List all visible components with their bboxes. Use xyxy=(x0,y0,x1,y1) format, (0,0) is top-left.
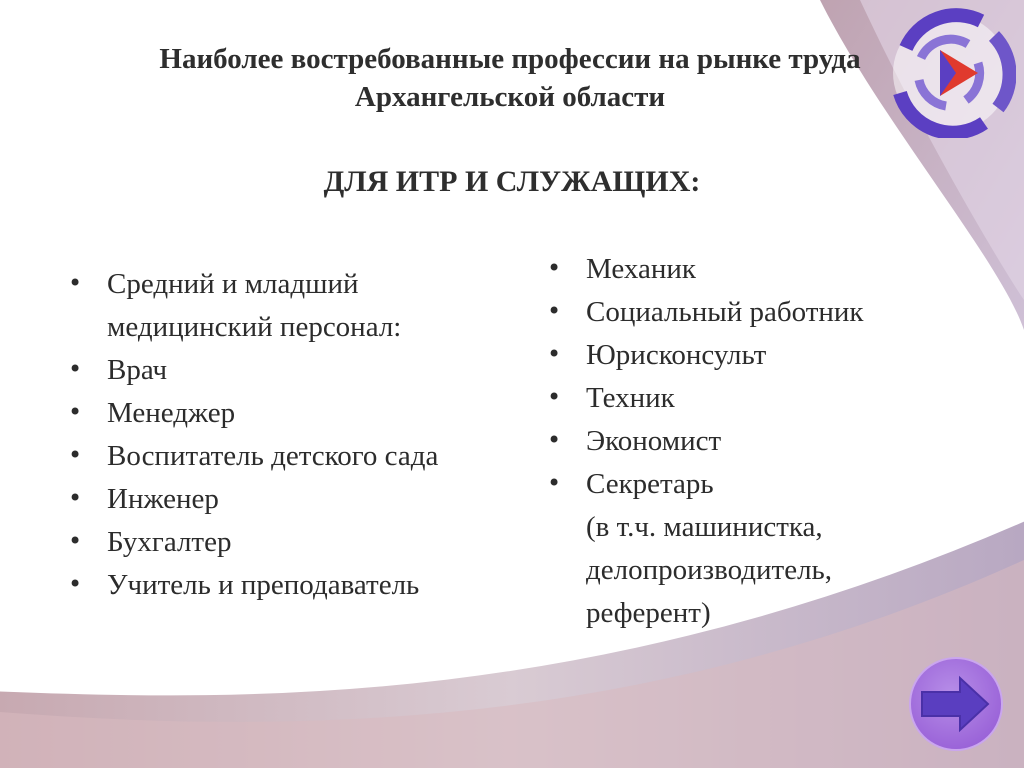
list-item: • Механик xyxy=(546,248,966,291)
title-line-2: Архангельской области xyxy=(354,81,666,113)
secretary-note-line: (в т.ч. машинистка, xyxy=(586,511,823,543)
secretary-note-line: референт) xyxy=(586,597,711,629)
next-slide-button[interactable] xyxy=(908,656,1004,752)
list-item: • Средний и младший медицинский персонал: xyxy=(67,263,527,349)
list-item: • Экономист xyxy=(546,420,966,463)
list-item: • Менеджер xyxy=(67,392,527,435)
page-title xyxy=(40,40,980,116)
list-item: • Учитель и преподаватель xyxy=(67,564,527,607)
title-line-1: Наиболее востребованные профессии на рынке труда xyxy=(159,43,861,75)
left-profession-list xyxy=(67,263,527,607)
secretary-note-line: делопроизводитель, xyxy=(586,554,833,586)
list-item: • Бухгалтер xyxy=(67,521,527,564)
presentation-logo-icon xyxy=(886,8,1016,138)
list-item: • Техник xyxy=(546,377,966,420)
list-item: • Врач xyxy=(67,349,527,392)
right-profession-list xyxy=(546,248,966,635)
list-item: • Социальный работник xyxy=(546,291,966,334)
list-item: • Юрисконсульт xyxy=(546,334,966,377)
list-item: • Воспитатель детского сада xyxy=(67,435,527,478)
list-item: • Секретарь (в т.ч. машинистка, делопроизводитель, референт) xyxy=(546,463,966,635)
section-subtitle: ДЛЯ ИТР И СЛУЖАЩИХ: xyxy=(323,165,701,198)
list-item: • Инженер xyxy=(67,478,527,521)
